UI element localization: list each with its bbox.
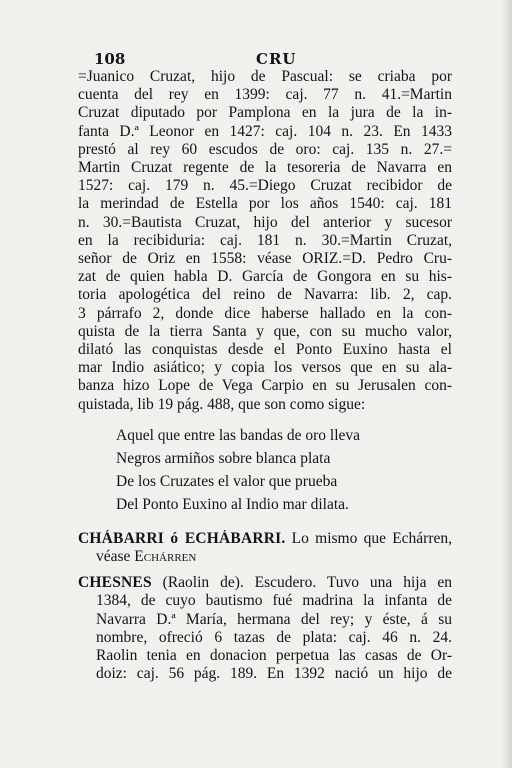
entry-text: Lo mismo que Echárren, — [285, 529, 452, 547]
text-line: 1527: caj. 179 n. 45.=Diego Cruzat recibidor de — [78, 177, 452, 195]
verse-line: Del Ponto Euxino al Indio mar dilata. — [116, 495, 349, 513]
entry-chesnes — [78, 574, 452, 683]
text-line: en la recibiduria: caj. 181 n. 30.=Martin Cruzat, — [78, 231, 452, 249]
text-line: Raolin tenia en donacion perpetua las casas de Or- — [96, 647, 452, 665]
page-number: 108 — [94, 50, 126, 68]
text-line: Navarra D.ª María, hermana del rey; y éste, á su — [96, 610, 452, 628]
cruzat-continuation — [78, 68, 452, 414]
text-line: n. 30.=Bautista Cruzat, hijo del anterior y sucesor — [78, 213, 452, 231]
text-line: 3 párrafo 2, donde dice haberse hallado en la con- — [78, 304, 452, 322]
verse-line: Aquel que entre las bandas de oro lleva — [116, 426, 361, 444]
text-line: mar Indio asiático; y copia los versos que en su ala- — [78, 359, 452, 377]
page-edge-shadow — [502, 0, 512, 768]
text-line: doiz: caj. 56 pág. 189. En 1392 nació un hijo de — [96, 665, 452, 683]
text-line: zat de quien habla D. García de Gongora en su his- — [78, 268, 452, 286]
text-line: quista de la tierra Santa y que, con su mucho valor, — [78, 322, 452, 340]
text-line: Cruzat diputado por Pamplona en la jura de la in- — [78, 104, 452, 122]
see-reference: Echárren — [134, 548, 197, 566]
entry-headword: CHESNES — [78, 574, 152, 592]
running-title: CRU — [256, 50, 297, 68]
verse-line: De los Cruzates el valor que prueba — [116, 472, 338, 490]
entry-first-line — [78, 530, 452, 548]
entry-first-line — [78, 574, 452, 592]
text-line: =Juanico Cruzat, hijo de Pascual: se criaba por — [78, 68, 452, 85]
text-line: nombre, ofreció 6 tazas de plata: caj. 46 n. 24. — [96, 628, 452, 646]
text-line: toria apologética del reino de Navarra: lib. 2, cap. — [78, 286, 452, 304]
text-line: 1384, de cuyo bautismo fué madrina la infanta de — [96, 592, 452, 610]
see-prefix: véase — [96, 548, 135, 566]
text-line: Martin Cruzat regente de la tesoreria de Navarra en — [78, 159, 452, 177]
page-body — [78, 68, 452, 683]
text-line: la merindad de Estella por los años 1540: caj. 181 — [78, 195, 452, 213]
entry-chabarri — [78, 530, 452, 566]
text-line: banza hizo Lope de Vega Carpio en su Jerusalen con- — [78, 377, 452, 395]
verse-line: Negros armiños sobre blanca plata — [116, 449, 331, 467]
text-line: cuenta del rey en 1399: caj. 77 n. 41.=Martin — [78, 86, 452, 104]
entry-text: (Raolin de). Escudero. Tuvo una hija en — [151, 574, 452, 592]
text-line: quistada, lib 19 pág. 488, que son como sigue: — [78, 395, 366, 413]
text-line: señor de Oriz en 1558: véase ORIZ.=D. Pedro Cru- — [78, 250, 452, 268]
verse-quotation — [116, 424, 452, 516]
entry-headword: CHÁBARRI ó ECHÁBARRI. — [78, 529, 286, 547]
text-line: prestó al rey 60 escudos de oro: caj. 135 n. 27.= — [78, 140, 452, 158]
text-line: fanta D.ª Leonor en 1427: caj. 104 n. 23. En 1433 — [78, 122, 452, 140]
cross-reference — [78, 548, 452, 566]
text-line: dilató las conquistas desde el Ponto Euxino hasta el — [78, 341, 452, 359]
